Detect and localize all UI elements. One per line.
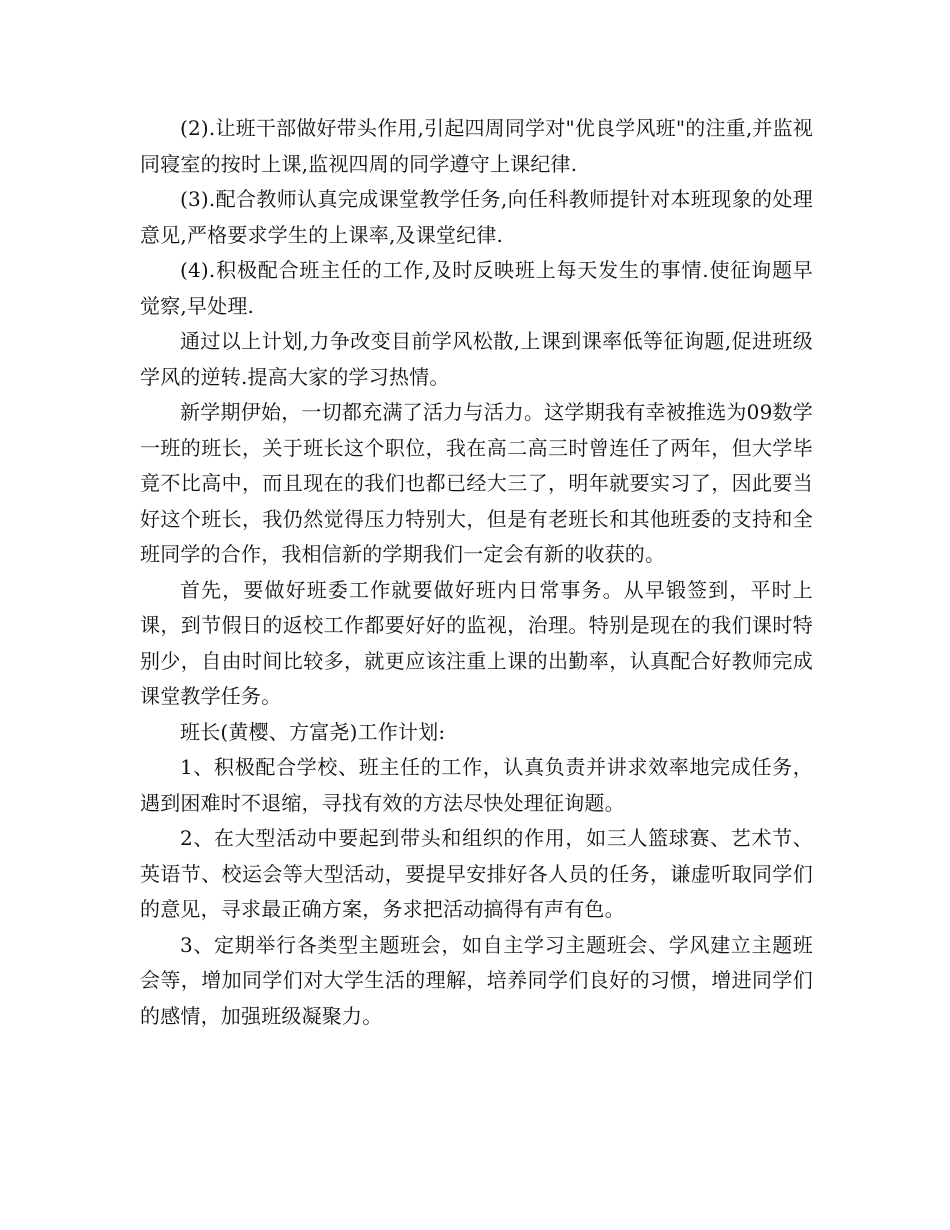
section-heading-monitor-plan: 班长(黄樱、方富尧)工作计划: <box>180 719 446 744</box>
plan-item-1: 1、积极配合学校、班主任的工作，认真负责并讲求效率地完成任务，遇到困难时不退缩，寻找有效的方法尽快处理征询题。 <box>140 755 813 815</box>
paragraph-item-4: (4).积极配合班主任的工作,及时反映班上每天发生的事情.使征询题早觉察,早处理. <box>140 258 813 318</box>
paragraph-item-3: (3).配合教师认真完成课堂教学任务,向任科教师提针对本班现象的处理意见,严格要求学生的上课率,及课堂纪律. <box>140 187 813 247</box>
paragraph-daily-affairs: 首先，要做好班委工作就要做好班内日常事务。从早锻签到，平时上课，到节假日的返校工作都要好好的监视，治理。特别是现在的我们课时特别少，自由时间比较多，就更应该注重上课的出勤率，认真配合好教师完成课堂教学任务。 <box>140 577 813 708</box>
paragraph-item-2: (2).让班干部做好带头作用,引起四周同学对"优良学风班"的注重,并监视同寝室的按时上课,监视四周的同学遵守上课纪律. <box>140 116 814 176</box>
document-body <box>140 111 813 1034</box>
plan-item-2: 2、在大型活动中要起到带头和组织的作用，如三人篮球赛、艺术节、英语节、校运会等大型活动，要提早安排好各人员的任务，谦虚听取同学们的意见，寻求最正确方案，务求把活动搞得有声有色。 <box>140 826 813 921</box>
paragraph-summary: 通过以上计划,力争改变目前学风松散,上课到课率低等征询题,促进班级学风的逆转.提高大家的学习热情。 <box>140 329 813 389</box>
plan-item-3: 3、定期举行各类型主题班会，如自主学习主题班会、学风建立主题班会等，增加同学们对大学生活的理解，培养同学们良好的习惯，增进同学们的感情，加强班级凝聚力。 <box>140 932 813 1028</box>
paragraph-new-semester: 新学期伊始，一切都充满了活力与活力。这学期我有幸被推选为09数学一班的班长，关于班长这个职位，我在高二高三时曾连任了两年，但大学毕竟不比高中，而且现在的我们也都已经大三了，明年就要实习了，因此要当好这个班长，我仍然觉得压力特别大，但是有老班长和其他班委的支持和全班同学的合作，我相信新的学期我们一定会有新的收获的。 <box>140 400 813 566</box>
